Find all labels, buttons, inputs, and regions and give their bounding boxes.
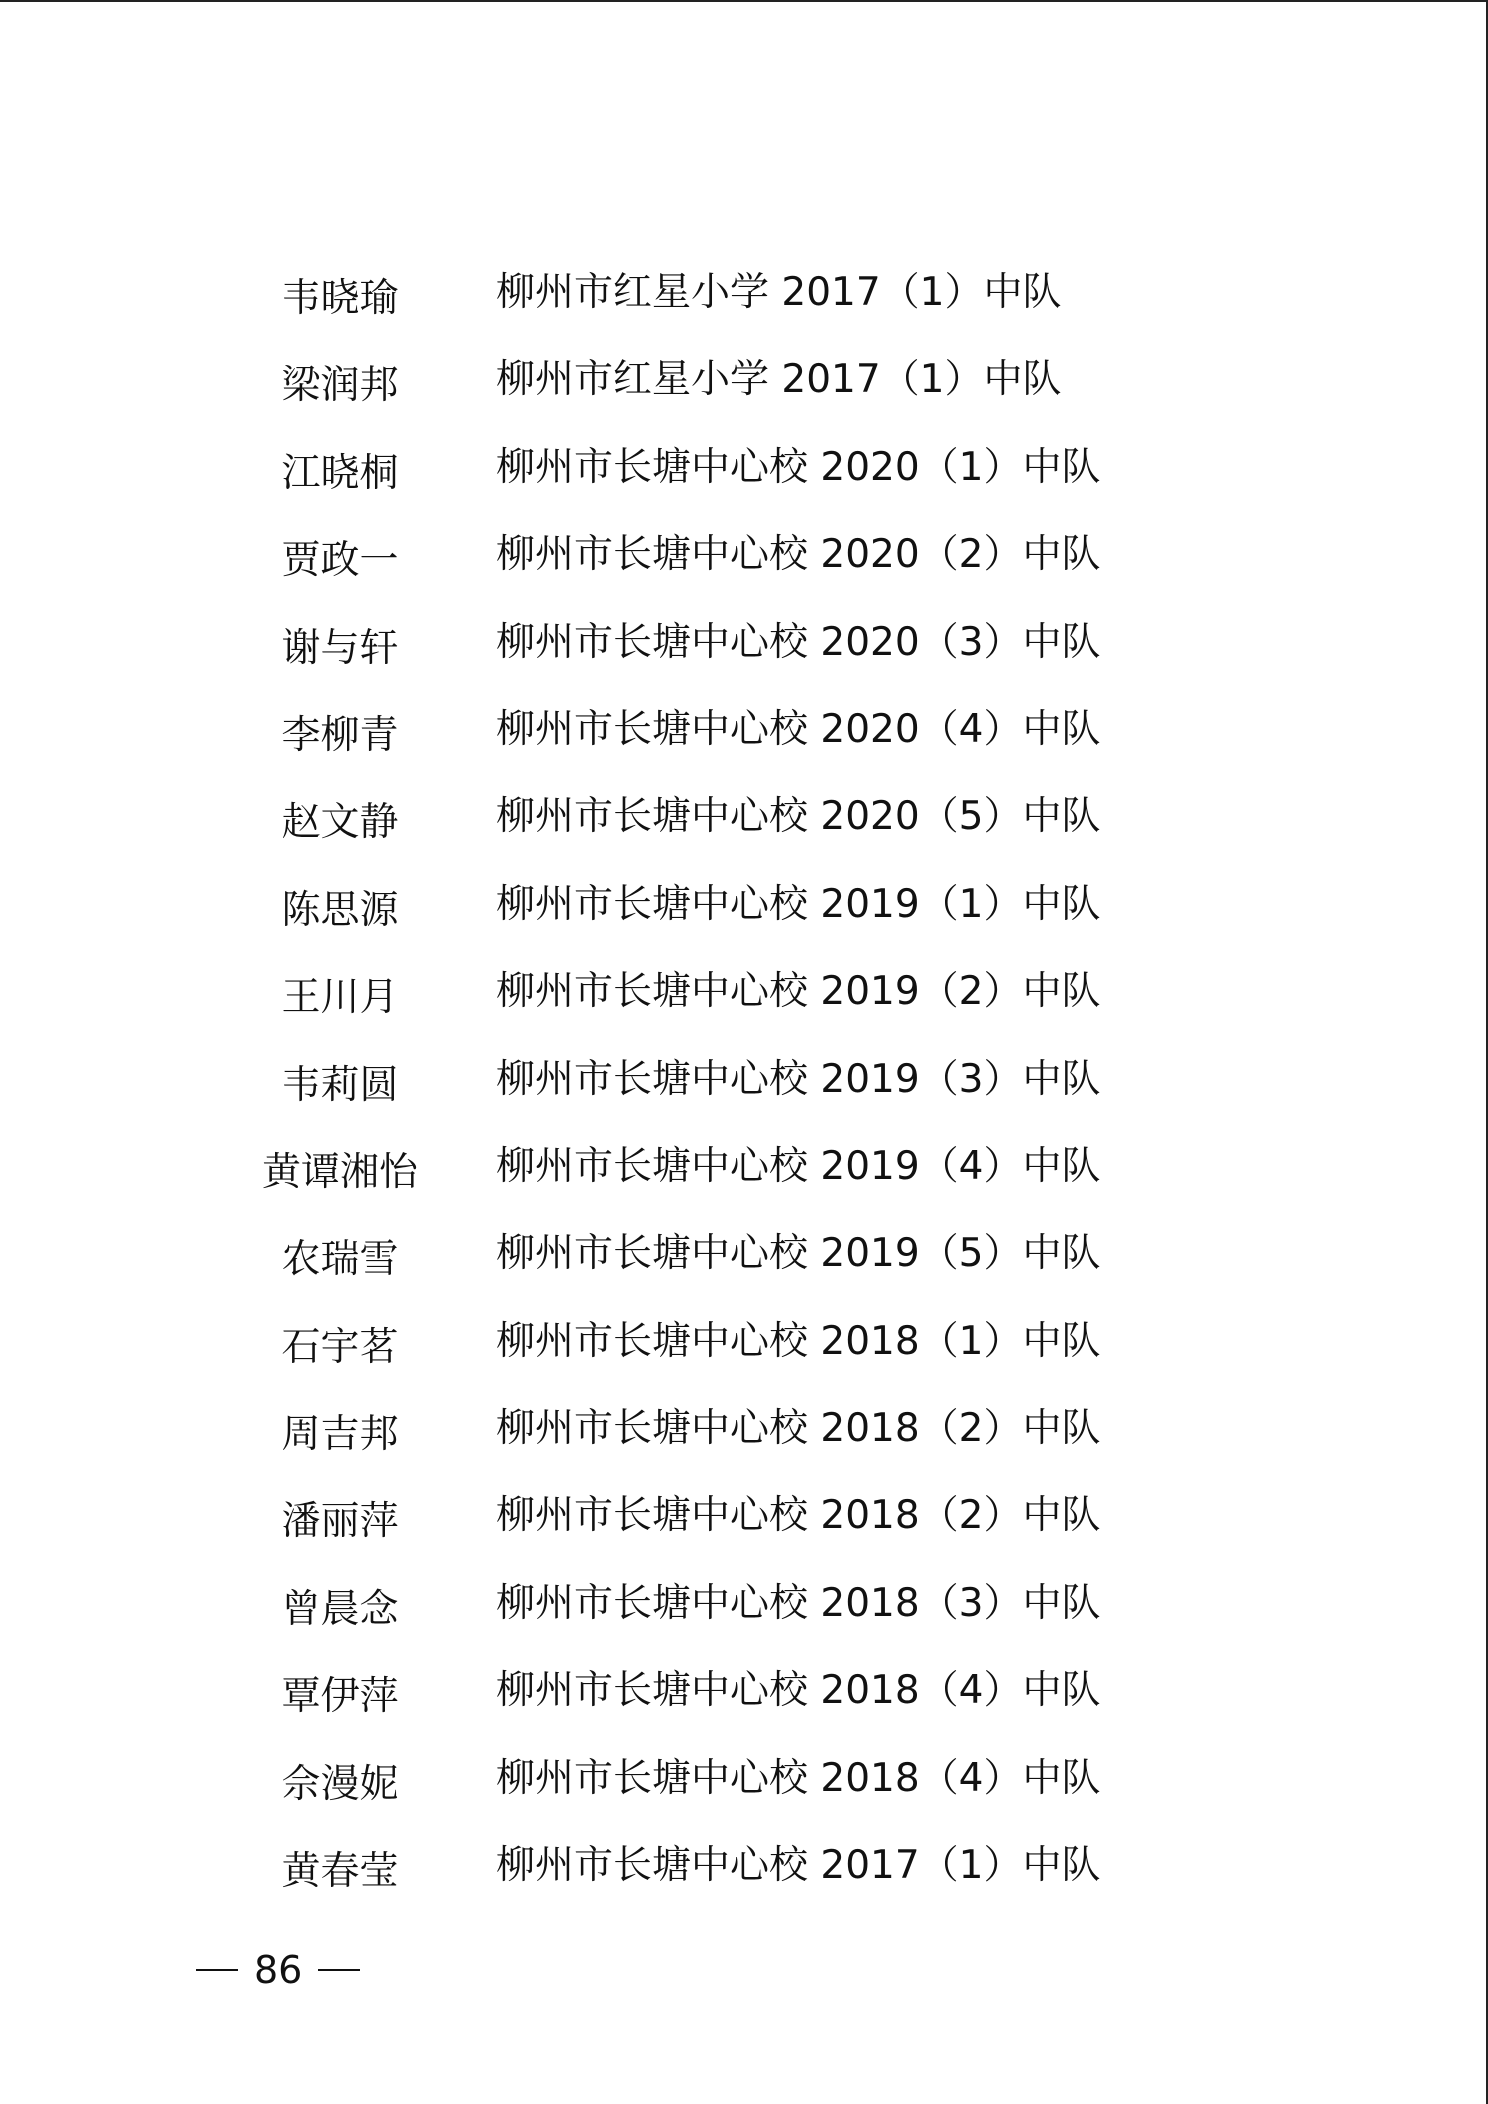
squad-unit: 柳州市长塘中心校 2017（1）中队 — [496, 1843, 1101, 1889]
left-dash — [196, 1969, 238, 1971]
top-border — [0, 0, 1488, 2]
squad-unit: 柳州市长塘中心校 2020（1）中队 — [496, 444, 1101, 490]
student-name: 江晓桐 — [281, 450, 399, 496]
list-item — [0, 962, 1488, 1049]
list-item — [0, 1836, 1488, 1923]
squad-unit: 柳州市长塘中心校 2020（3）中队 — [496, 619, 1101, 665]
squad-unit: 柳州市长塘中心校 2019（2）中队 — [496, 969, 1101, 1015]
student-name: 石宇茗 — [281, 1324, 399, 1370]
student-name: 覃伊萍 — [281, 1674, 399, 1720]
list-item — [0, 1224, 1488, 1311]
list-item — [0, 1486, 1488, 1573]
squad-unit: 柳州市长塘中心校 2018（2）中队 — [496, 1406, 1101, 1452]
student-name: 谢与轩 — [281, 625, 399, 671]
student-name: 曾晨念 — [281, 1586, 399, 1632]
squad-unit: 柳州市长塘中心校 2018（4）中队 — [496, 1668, 1101, 1714]
name-list — [0, 263, 1488, 1923]
list-item — [0, 875, 1488, 962]
list-item — [0, 1312, 1488, 1399]
squad-unit: 柳州市长塘中心校 2018（2）中队 — [496, 1493, 1101, 1539]
squad-unit: 柳州市红星小学 2017（1）中队 — [496, 357, 1062, 403]
page-number: 86 — [254, 1948, 303, 1992]
student-name: 周吉邦 — [281, 1412, 399, 1458]
student-name: 赵文静 — [281, 800, 399, 846]
page-footer — [196, 1945, 360, 1995]
student-name: 李柳青 — [281, 712, 399, 758]
student-name: 佘漫妮 — [281, 1761, 399, 1807]
squad-unit: 柳州市长塘中心校 2018（1）中队 — [496, 1318, 1101, 1364]
list-item — [0, 613, 1488, 700]
student-name: 贾政一 — [281, 538, 399, 584]
student-name: 韦晓瑜 — [281, 276, 399, 321]
squad-unit: 柳州市长塘中心校 2020（5）中队 — [496, 794, 1101, 840]
squad-unit: 柳州市长塘中心校 2018（3）中队 — [496, 1580, 1101, 1626]
student-name: 农瑞雪 — [281, 1237, 399, 1283]
list-item — [0, 1399, 1488, 1486]
squad-unit: 柳州市长塘中心校 2019（3）中队 — [496, 1056, 1101, 1102]
list-item — [0, 1137, 1488, 1224]
list-item — [0, 350, 1488, 437]
list-item — [0, 1749, 1488, 1836]
squad-unit: 柳州市长塘中心校 2019（5）中队 — [496, 1231, 1101, 1277]
list-item — [0, 1661, 1488, 1748]
squad-unit: 柳州市长塘中心校 2019（1）中队 — [496, 881, 1101, 927]
student-name: 王川月 — [281, 975, 399, 1021]
list-item — [0, 438, 1488, 525]
list-item — [0, 525, 1488, 612]
squad-unit: 柳州市长塘中心校 2019（4）中队 — [496, 1143, 1101, 1189]
list-item — [0, 263, 1488, 350]
squad-unit: 柳州市长塘中心校 2020（2）中队 — [496, 532, 1101, 578]
student-name: 黄春莹 — [281, 1849, 399, 1895]
student-name: 韦莉圆 — [281, 1062, 399, 1108]
student-name: 黄谭湘怡 — [261, 1149, 418, 1195]
squad-unit: 柳州市红星小学 2017（1）中队 — [496, 270, 1062, 315]
student-name: 梁润邦 — [281, 363, 399, 409]
student-name: 陈思源 — [281, 887, 399, 933]
squad-unit: 柳州市长塘中心校 2020（4）中队 — [496, 706, 1101, 752]
list-item — [0, 1050, 1488, 1137]
list-item — [0, 1574, 1488, 1661]
squad-unit: 柳州市长塘中心校 2018（4）中队 — [496, 1755, 1101, 1801]
right-dash — [318, 1969, 360, 1971]
list-item — [0, 700, 1488, 787]
list-item — [0, 787, 1488, 874]
student-name: 潘丽萍 — [281, 1499, 399, 1545]
